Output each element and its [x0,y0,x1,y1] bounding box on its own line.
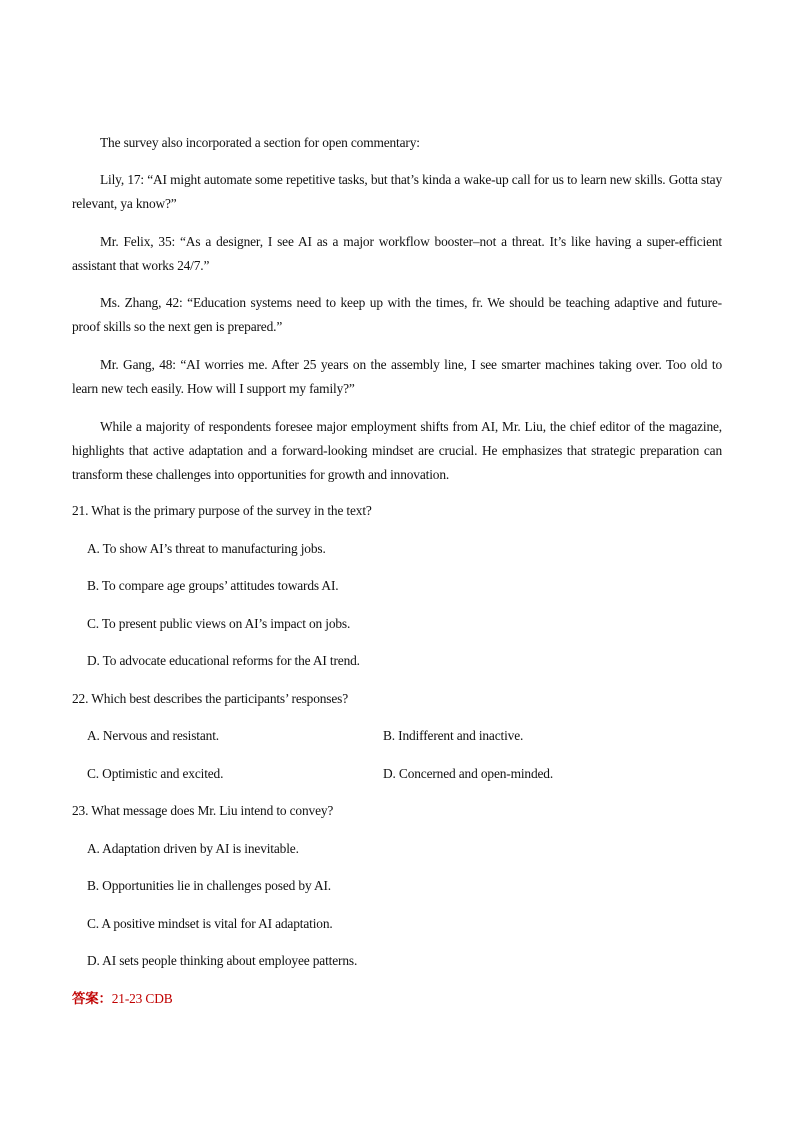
comment-lily: Lily, 17: “AI might automate some repetitive tasks, but that’s kinda a wake-up call for us to learn new skills. Gotta stay relevant, ya know?” [72,172,722,211]
answer-label: 答案： [72,991,112,1006]
answer-value: 21-23 CDB [111,991,173,1006]
question-21-option-b: B. To compare age groups’ attitudes towards AI. [87,578,339,593]
passage-intro: The survey also incorporated a section for open commentary: [100,135,420,150]
passage-conclusion: While a majority of respondents foresee major employment shifts from AI, Mr. Liu, the chief editor of the magazine, highlights that active adaptation and a forward-looking mindset are crucial. He emphasizes that strategic preparation can transform these challenges into opportunities for growth and innovation. [72,419,722,482]
question-21-option-d: D. To advocate educational reforms for the AI trend. [87,653,360,668]
question-23-stem: 23. What message does Mr. Liu intend to convey? [72,803,334,818]
answer-key [72,989,173,1009]
question-22-stem: 22. Which best describes the participants’ responses? [72,691,349,706]
question-21-option-c: C. To present public views on AI’s impact on jobs. [87,616,351,631]
question-23-option-c: C. A positive mindset is vital for AI adaptation. [87,916,333,931]
question-21-stem: 21. What is the primary purpose of the survey in the text? [72,503,372,518]
question-21-option-a: A. To show AI’s threat to manufacturing jobs. [87,541,326,556]
question-22-option-d: D. Concerned and open-minded. [383,766,554,781]
question-22-option-c: C. Optimistic and excited. [87,766,224,781]
question-23-option-b: B. Opportunities lie in challenges posed by AI. [87,878,331,893]
question-23-option-a: A. Adaptation driven by AI is inevitable. [87,841,299,856]
question-22-option-a: A. Nervous and resistant. [87,728,219,743]
comment-zhang: Ms. Zhang, 42: “Education systems need to keep up with the times, fr. We should be teaching adaptive and future-proof skills so the next gen is prepared.” [72,295,722,334]
comment-felix: Mr. Felix, 35: “As a designer, I see AI as a major workflow booster–not a threat. It’s like having a super-efficient assistant that works 24/7.” [72,234,722,273]
comment-gang: Mr. Gang, 48: “AI worries me. After 25 years on the assembly line, I see smarter machines taking over. Too old to learn new tech easily. How will I support my family?” [72,357,722,396]
question-23-option-d: D. AI sets people thinking about employee patterns. [87,953,358,968]
question-22-option-b: B. Indifferent and inactive. [383,728,524,743]
